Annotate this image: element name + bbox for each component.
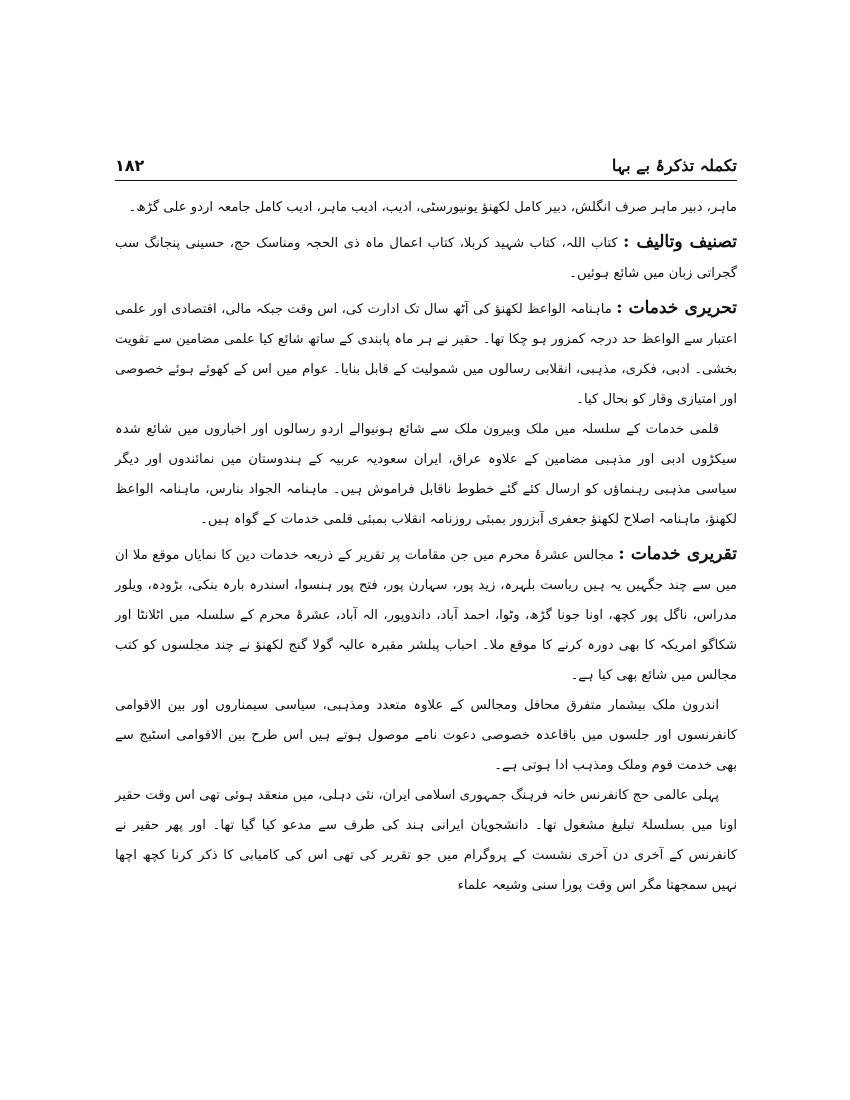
paragraph-domestic-conferences	[115, 691, 737, 781]
page-number: ۱۸۲	[115, 156, 145, 175]
document-page	[115, 150, 737, 1050]
page-header	[115, 150, 737, 181]
paragraph-authorship	[115, 227, 737, 289]
paragraph-text: اندرون ملک بیشمار متفرق محافل ومجالس کے علاوہ متعدد ومذہبی، سیاسی سیمناروں اور بین الاقوامی کانفرنسوں اور جلسوں میں باقاعدہ خصوصی دعوت نامے موصول ہوتے ہیں اس طرح بین الاقوامی اسٹیج سے بھی خدمت قوم وملک ومذہب ادا ہوتی ہے۔	[115, 698, 737, 773]
section-heading-oratory-services: تقریری خدمات :	[618, 544, 738, 564]
paragraph-text: کتاب اللہ، کتاب شہید کربلا، کتاب اعمال ماہ ذی الحجہ ومناسک حج، حسینی پنجانگ سب گجراتی زبان میں شائع ہوئیں۔	[115, 236, 737, 281]
paragraph-text: ماہنامہ الواعظ لکھنؤ کی آٹھ سال تک ادارت کی، اس وقت جبکہ مالی، اقتصادی اور علمی اعتبار سے الواعظ حد درجہ کمزور ہو چکا تھا۔ حقیر نے ہر ماہ پابندی کے ساتھ شائع کیا علمی مضامین سے تقویت بخشی۔ ادبی، فکری، مذہبی، انقلابی رسالوں میں شمولیت کے قابل بنایا۔ عوام میں اس کے کھوئے ہوئے خصوصی اور امتیازی وقار کو بحال کیا۔	[115, 302, 737, 407]
running-title: تکملہ تذکرۂ بے بہا	[611, 156, 737, 175]
paragraph-text: پہلی عالمی حج کانفرنس خانہ فرہنگ جمہوری اسلامی ایران، نئی دہلی، میں منعقد ہوئی تھی اس وقت حقیر اونا میں بسلسلۂ تبلیغ مشغول تھا۔ دانشجویان ایرانی ہند کی طرف سے مدعو کیا گیا تھا۔ اور پھر حقیر نے کانفرنس کے آخری دن آخری نشست کے پروگرام میں جو تقریر کی تھی اس کی کامیابی کا ذکر کرنا کچھ اچھا نہیں سمجھتا مگر اس وقت پورا سنی وشیعہ علماء	[115, 788, 737, 893]
paragraph-text: قلمی خدمات کے سلسلہ میں ملک وبیرون ملک سے شائع ہونیوالے اردو رسالوں اور اخباروں میں شائع شدہ سیکڑوں ادبی اور مذہبی مضامین کے علاوہ عراق، ایران سعودیہ عربیہ کے ہندوستان میں نمائندوں اور دیگر سیاسی مذہبی رہنماؤں کو ارسال کئے گئے خطوط ناقابل فراموش ہیں۔ ماہنامہ الجواد بنارس، ماہنامہ الواعظ لکھنؤ، ماہنامہ اصلاح لکھنؤ جعفری آبزرور بمبئی روزنامہ انقلاب بمبئی قلمی خدمات کے گواہ ہیں۔	[115, 422, 737, 527]
paragraph-oratory-services	[115, 539, 737, 691]
paragraph-written-services	[115, 293, 737, 415]
section-heading-written-services: تحریری خدمات :	[616, 298, 737, 318]
paragraph-text: مجالس عشرۂ محرم میں جن مقامات پر تقریر کے ذریعہ خدمات دین کا نمایاں موقع ملا ان میں سے چند جگہیں یہ ہیں ریاست بلہرہ، زید پور، سہارن پور، فتح پور ہنسوا، اسندرہ بارہ بنکی، بڑودہ، ویلور مدراس، ناگل پور کچھ، اونا جونا گڑھ، وٹوا، احمد آباد، داندوپور، الہ آباد، عشرۂ محرم کے سلسلہ میں اٹلانٹا اور شکاگو امریکہ کا بھی دورہ کرنے کا موقع ملا۔ احباب پبلشر مقبرہ عالیہ گولا گنج لکھنؤ نے چند مجلسوں کو کتب مجالس میں شائع بھی کیا ہے۔	[115, 548, 737, 683]
paragraph-hajj-conference	[115, 781, 737, 901]
section-heading-authorship: تصنیف وتالیف :	[623, 232, 737, 252]
paragraph-text: ماہر، دبیر ماہر صرف انگلش، دبیر کامل لکھنؤ یونیورسٹی، ادیب، ادیب ماہر، ادیب کامل جامعہ اردو علی گڑھ۔	[128, 200, 737, 215]
paragraph-qualifications	[115, 193, 737, 223]
page-body	[115, 193, 737, 901]
paragraph-pen-services	[115, 415, 737, 535]
